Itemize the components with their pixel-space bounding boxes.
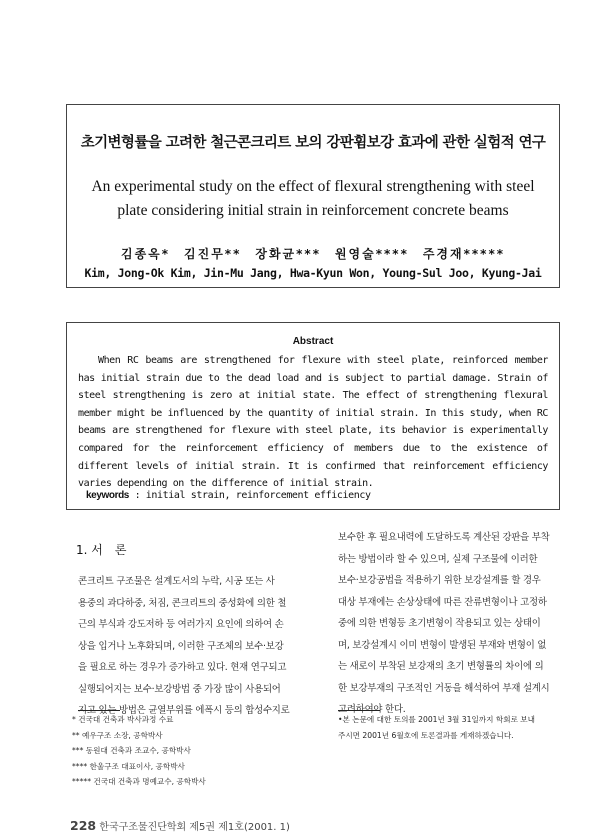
page-footer — [70, 818, 290, 833]
footnote: 주시면 2001년 6월호에 토론결과를 게재하겠습니다. — [338, 730, 514, 740]
english-authors: Kim, Jong-Ok Kim, Jin-Mu Jang, Hwa-Kyun Won, Young-Sul Joo, Kyung-Jai — [84, 266, 542, 280]
footnote-divider — [338, 710, 380, 711]
author-footnotes — [72, 712, 206, 790]
footnote: * 건국대 건축과 박사과정 수료 — [72, 715, 174, 724]
english-title-line-2: plate considering initial strain in reinforcement concrete beams — [117, 202, 509, 219]
page-number: 228 — [70, 818, 97, 833]
abstract-text: When RC beams are strengthened for flexure with steel plate, reinforced member has initial strain due to the dead load and is subject to partial damage. Strain of steel strengthening is zero at initial state. The effect of strengthening flexural member might be influenced by the quantity of initial strain. In this study, when RC beams are strengthened for flexure with steel plate, its behavior is experimentally compared for the reinforcement efficiency of members due to the existence of different levels of initial strain. It is confirmed that reinforcement efficiency varies depending on the difference of initial strain. — [78, 355, 548, 490]
footnote: •본 논문에 대한 토의를 2001년 3월 31일까지 학회로 보내 — [338, 715, 535, 724]
keywords — [86, 490, 371, 501]
journal-name: 한국구조물진단학회 제5권 제1호(2001. 1) — [99, 822, 290, 833]
right-column — [338, 527, 586, 721]
left-line: 상을 입거나 노후화되며, 이러한 구조체의 보수·보강 — [78, 640, 284, 652]
english-title — [66, 175, 560, 223]
footnote: ***** 건국대 건축과 명예교수, 공학박사 — [72, 777, 206, 786]
right-line: 보수·보강공법을 적용하기 위한 보강설계를 할 경우 — [338, 575, 541, 586]
keywords-label: keywords — [86, 490, 129, 501]
left-line: 용중의 과다하중, 처짐, 콘크리트의 중성화에 의한 철 — [78, 597, 287, 609]
right-line: 대상 부재에는 손상상태에 따른 잔류변형이나 고정하 — [338, 596, 547, 608]
left-line: 근의 부식과 강도저하 등 여러가지 요인에 의하여 손 — [78, 619, 284, 630]
right-line: 보수한 후 필요내력에 도달하도록 계산된 강판을 부착 — [338, 532, 550, 543]
abstract-body — [78, 352, 548, 493]
korean-authors: 김종옥* 김진무** 장화균*** 원영술**** 주경재***** — [120, 247, 505, 261]
footnote-divider — [78, 710, 120, 711]
right-line: 하는 방법이라 할 수 있으며, 실제 구조물에 이러한 — [338, 553, 538, 565]
footnote: *** 동원대 건축과 조교수, 공학박사 — [72, 746, 191, 755]
right-line: 고려하여야 한다. — [338, 704, 406, 715]
keywords-values: : initial strain, reinforcement efficiency — [134, 490, 371, 501]
left-line: 을 필요로 하는 경우가 증가하고 있다. 현재 연구되고 — [78, 662, 287, 673]
left-line: 실행되어지는 보수·보강방법 중 가장 많이 사용되어 — [78, 683, 281, 695]
right-line: 는 새로이 부착된 보강재의 초기 변형률의 차이에 의 — [338, 661, 544, 672]
english-title-line-1: An experimental study on the effect of flexural strengthening with steel — [91, 178, 535, 195]
footnote: **** 한울구조 대표이사, 공학박사 — [72, 761, 185, 771]
left-line: 콘크리트 구조물은 설계도서의 누락, 시공 또는 사 — [78, 576, 275, 587]
korean-title: 초기변형률을 고려한 철근콘크리트 보의 강판휨보강 효과에 관한 실험적 연구 — [80, 135, 546, 151]
left-column — [78, 571, 324, 722]
right-line: 한 보강부재의 구조적인 거동을 해석하여 부재 설계시 — [338, 682, 550, 694]
discussion-note — [338, 712, 535, 743]
right-line: 중에 의한 변형등 초기변형이 작용되고 있는 상태이 — [338, 618, 541, 629]
right-line: 며, 보강설계시 이미 변형이 발생된 부재와 변형이 없 — [338, 639, 547, 651]
section-heading: 1. 서 론 — [76, 543, 127, 557]
footnote: ** 예우구조 소장, 공학박사 — [72, 730, 163, 740]
left-line: 지고 있는 방법은 균열부위를 에폭시 등의 합성수지로 — [78, 705, 290, 716]
abstract-heading: Abstract — [292, 336, 334, 347]
